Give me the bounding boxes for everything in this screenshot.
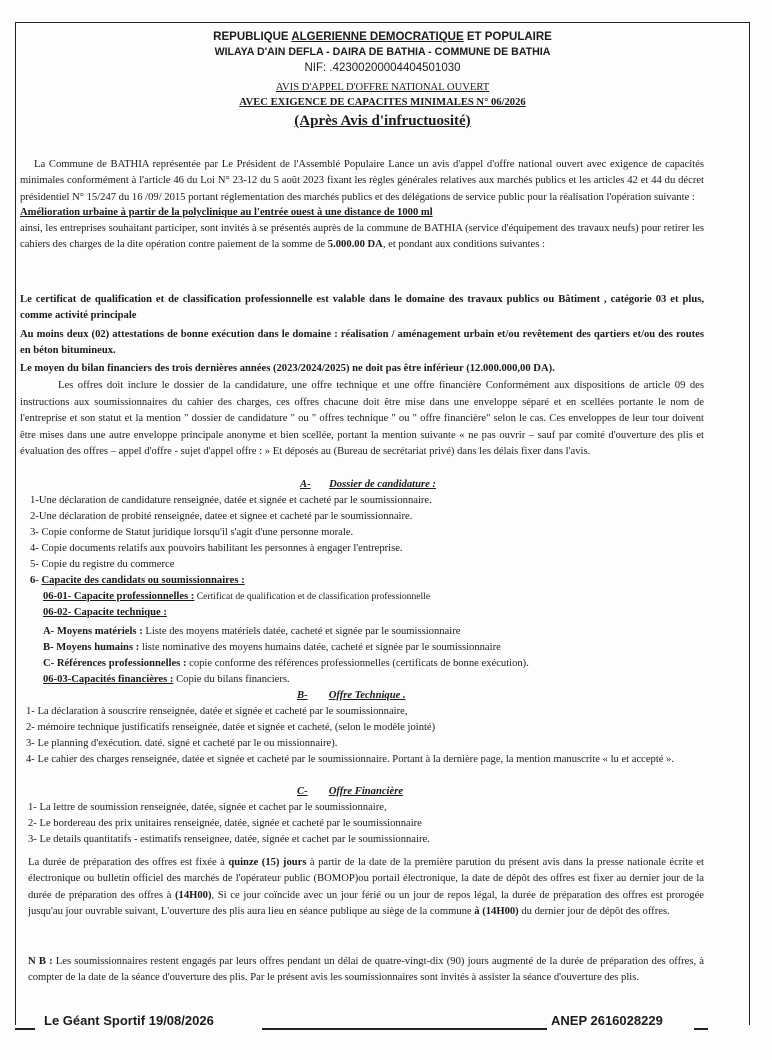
avis-title: AVIS D'APPEL D'OFFRE NATIONAL OUVERT — [275, 82, 490, 93]
section-c-heading: C- Offre Financière — [297, 786, 404, 797]
section-a-heading: A- Dossier de candidature : — [300, 479, 436, 490]
list-item: 2- mémoire technique justificatifs renseignée, datée et signée et cacheté, (selon le modèle jointé) — [26, 722, 436, 733]
avis-number: AVEC EXIGENCE DE CAPACITES MINIMALES N° 06/2026 — [239, 97, 526, 108]
list-item: 2- Le bordereau des prix unitaires renseignée, datée, signée et cacheté par le soumissionnaire — [28, 818, 422, 829]
condition-certificate: Le certificat de qualification et de classification professionnelle est valable dans le domaine des travaux publics ou Bâtiment , catégorie 03 et plus, comme activité principale — [20, 294, 704, 322]
condition-bilan: Le moyen du bilan financiers des trois dernières années (2023/2024/2025) ne doit pas être inférieur (12.000.000,00 DA). — [20, 363, 555, 374]
list-item: 3- Copie conforme de Statut juridique lorsqu'il s'agit d'une personne morale. — [30, 527, 354, 538]
references-professional: C- Références professionnelles : copie conforme des références professionnelles (certificats de bonne exécution). — [43, 658, 529, 669]
capacity-professional: 06-01- Capacite professionnelles : Certificat de qualification et de classification professionnelle — [43, 591, 431, 602]
wilaya-line: WILAYA D'AIN DEFLA - DAIRA DE BATHIA - COMMUNE DE BATHIA — [214, 46, 551, 58]
invitation-paragraph: ainsi, les entreprises souhaitant participer, sont invités à se présentés auprès de la commune de BATHIA (service d'équipement des travaux neufs) pour retirer les cahiers des charges de la dite opération contre paiement de la somme de 5.000.00 DA, et pondant aux conditions suivantes : — [20, 223, 704, 251]
section-b-heading: B- Offre Technique . — [297, 690, 406, 701]
nb-paragraph: N B : Les soumissionnaires restent engagés par leurs offres pendant un délai de quatre-vingt-dix (90) jours augmenté de la durée de préparation des offres, à compter de la date de la séance d'ouverture des plis. Par le présent avis les soumissionnaires sont invités à assister la séance d'ouverture des plis. — [28, 956, 704, 984]
list-item: 1- La déclaration à souscrire renseignée, datée et signée et cacheté par le soumissionnaire, — [26, 706, 408, 717]
means-material: A- Moyens matériels : Liste des moyens matériels datée, cacheté et signée par le soumissionnaire — [43, 626, 461, 637]
footer-rule-right — [694, 1028, 708, 1030]
duration-paragraph: La durée de préparation des offres est fixée à quinze (15) jours à partir de la date de la première parution du présent avis dans la presse nationale écrite et électronique ou bulletin officiel des marchés de l'opérateur public (BOMOP)ou portail électronique, la date de dépôt des offres est fixer au dernier jour de la durée de préparation des offres à (14H00), Si ce jour coïncide avec un jour férié ou un jour de repos légal, la durée de préparation des offres est prorogée jusqu'au jour ouvrable suivant, L'ouverture des plis aura lieu en séance publique au siège de la commune à (14H00) du dernier jour de dépôt des offres. — [28, 857, 704, 918]
list-item: 3- Le details quantitatifs - estimatifs renseignee, datée, signée et cachet par le soumissionnaire. — [28, 834, 430, 845]
nif-line: NIF: .42300200004404501030 — [304, 62, 461, 74]
apres-avis-title: (Après Avis d'infructuosité) — [294, 113, 471, 129]
condition-attestations: Au moins deux (02) attestations de bonne exécution dans le domaine : réalisation / aménagement urbain et/ou revêtement des qartiers et/ou des routes en béton bitumineux. — [20, 329, 704, 357]
offers-paragraph: Les offres doit inclure le dossier de la candidature, une offre technique et une offre financière Conformément aux dispositions de article 09 des instructions aux soumissionnaires du cahier des charges, ces offres chacune doit être mise dans une enveloppe séparé et en scellées portante le nom de l'entreprise et son statut et la mention " dossier de candidature " ou " offres technique " ou " offre financière" selon le cas. Ces enveloppes de leur tour doivent être mises dans une autre enveloppe principale anonyme et bien scellée, portant la mention suivante « ne pas ouvrir – sauf par comité d'ouverture des plis et évaluation des offres – appel d'offre - sujet d'appel offre : » Et déposés au (Bureau de secrétariat privé) dans les délais fixer dans l'avis. — [20, 380, 704, 458]
footer-rule-middle — [262, 1028, 547, 1030]
list-item: 4- Le cahier des charges renseignée, datée et signée et cacheté par le soumissionnaire. Portant à la dernière page, la mention manuscrite « lu et accepté ». — [26, 754, 675, 765]
footer-publication: Le Géant Sportif 19/08/2026 — [44, 1013, 214, 1028]
list-item: 2-Une déclaration de probité renseignée, datee et signee et cacheté par le soumissionnaire. — [30, 511, 413, 522]
capacity-financial: 06-03-Capacités financières : Copie du bilans financiers. — [43, 674, 290, 685]
republic-title: REPUBLIQUE ALGERIENNE DEMOCRATIQUE ET POPULAIRE — [213, 31, 552, 43]
project-title: Amélioration urbaine à partir de la polyclinique au l'entrée ouest à une distance de 1000 ml — [20, 207, 433, 218]
intro-paragraph: La Commune de BATHIA représentée par Le Président de l'Assemblé Populaire Lance un avis d'appel d'offre national ouvert avec exigence de capacités minimales conformément à l'article 46 du Loi N° 23-12 du 5 août 2023 fixant les règles générales relatives aux marchés publics et les articles 42 et 44 du décret présidentiel N° 15/247 du 16 /09/ 2015 portant réglementation des marchés publics et des délégations de service public pour la réalisation l'opération suivante : — [20, 159, 704, 203]
list-item: 1-Une déclaration de candidature renseignée, datée et signée et cacheté par le soumissionnaire. — [30, 495, 432, 506]
list-item: 3- Le planning d'exécution. daté. signé et cacheté par le ou missionnaire). — [26, 738, 338, 749]
list-item: 1- La lettre de soumission renseignée, datée, signée et cachet par le soumissionnaire, — [28, 802, 387, 813]
footer-anep-reference: ANEP 2616028229 — [551, 1013, 663, 1028]
list-item: 5- Copie du registre du commerce — [30, 559, 175, 570]
means-human: B- Moyens humains : liste nominative des moyens humains datée, cacheté et signée par le soumissionnaire — [43, 642, 501, 653]
capacity-heading: 6- Capacite des candidats ou soumissionnaires : — [30, 575, 245, 586]
list-item: 4- Copie documents relatifs aux pouvoirs habilitant les personnes à engager l'entreprise. — [30, 543, 403, 554]
capacity-technical: 06-02- Capacite technique : — [43, 607, 167, 618]
footer-rule-left — [15, 1028, 35, 1030]
